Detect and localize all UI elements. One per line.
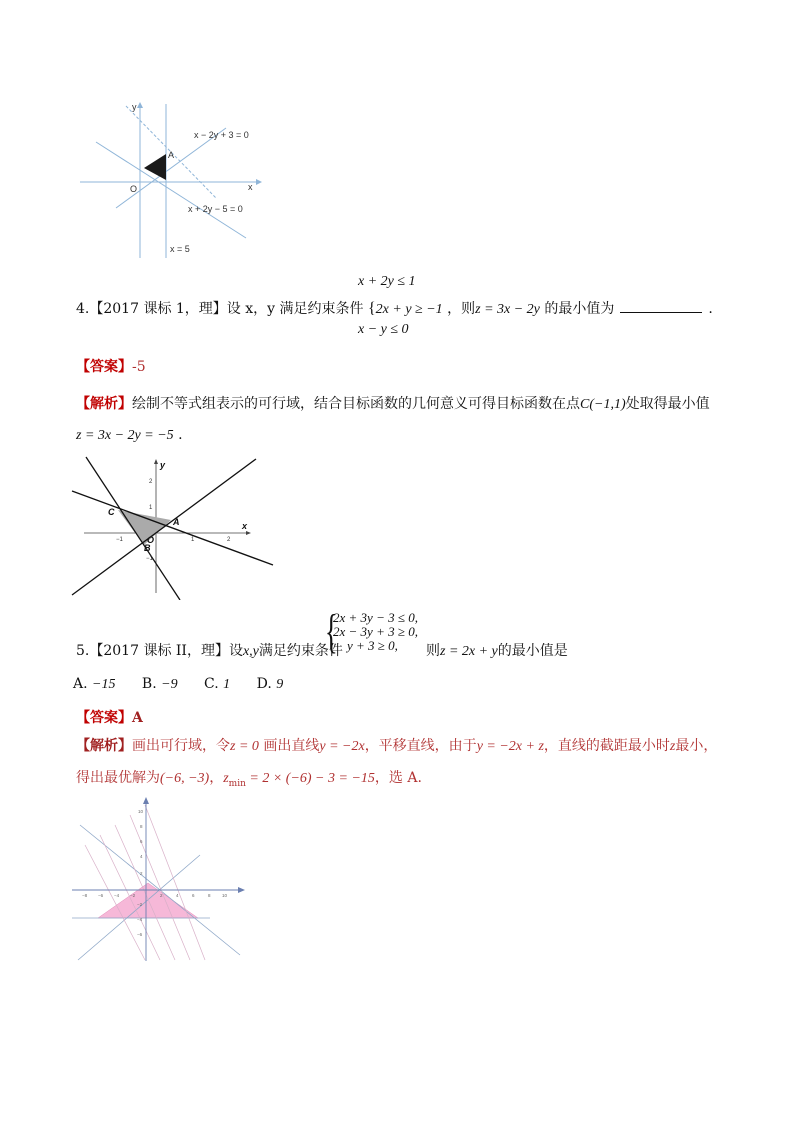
q4-period: . <box>708 301 713 317</box>
fig3-tick-x-8: 8 <box>208 893 211 898</box>
fig3-tick-x-n6: −6 <box>98 893 104 898</box>
q4-source: 【2017 课标 1，理】 <box>89 301 227 317</box>
q4-objective: z = 3x − 2y <box>475 302 540 317</box>
q4-analysis-label: 【解析】 <box>76 396 132 412</box>
q5-option-a[interactable]: A. −15 <box>73 676 116 692</box>
fig2-point-a: A <box>173 517 180 527</box>
fig2-point-o: O <box>147 535 155 545</box>
fig3-tick-x-n4: −4 <box>114 893 120 898</box>
q5-answer-label: 【答案】 <box>76 710 132 726</box>
q4-number: 4. <box>76 301 90 317</box>
q5-stem-left <box>76 640 343 660</box>
figure-1-feasible-region <box>76 98 276 263</box>
fig1-x-label: x <box>248 182 253 192</box>
fig3-tick-y-8: 8 <box>140 824 143 829</box>
q4-answer <box>76 356 146 376</box>
fig3-tick-x-2: 2 <box>160 893 163 898</box>
q5-analysis-line1: 【解析】画出可行域，令z = 0 画出直线y = −2x，平移直线，由于y = −2x + z，直线的截距最小时z最小， <box>76 738 718 754</box>
q4-constraint-3: x − y ≤ 0 <box>358 322 409 337</box>
q5-answer <box>76 707 143 727</box>
q5-answer-value: A <box>132 710 143 726</box>
q4-stem-mid: ，则 <box>447 301 476 317</box>
fig2-tick-y2: 2 <box>149 479 153 485</box>
q4-point: C(−1,1) <box>580 397 626 412</box>
fig2-tick-x2: 2 <box>227 537 231 543</box>
fig1-origin: O <box>130 184 138 194</box>
fig3-tick-x-6: 6 <box>192 893 195 898</box>
q5-stem-post: 的最小值是 <box>497 643 568 659</box>
fig3-tick-x-n8: −8 <box>82 893 88 898</box>
q4-answer-value: -5 <box>132 359 146 375</box>
q5-vars: x,y <box>242 644 259 659</box>
q5-number: 5. <box>76 643 90 659</box>
figure-3-feasible-region <box>70 795 250 963</box>
q5-then: 则 <box>426 643 440 659</box>
q5-source: 【2017 课标 II，理】 <box>89 643 229 659</box>
q5-stem-pre: 设 <box>228 643 243 659</box>
fig2-tick-y1: 1 <box>149 505 153 511</box>
q5-option-b[interactable]: B. −9 <box>141 676 178 692</box>
q5-stem-right <box>426 640 568 660</box>
q5-brace: { <box>325 605 338 658</box>
fig3-tick-y-4: 4 <box>140 854 143 859</box>
fig1-line3-label: x = 5 <box>170 244 190 254</box>
fig2-x-label: x <box>242 521 248 531</box>
q5-analysis-label: 【解析】 <box>76 738 132 754</box>
fig3-region <box>98 883 198 918</box>
q4-analysis-text: 绘制不等式组表示的可行域，结合目标函数的几何意义可得目标函数在点 <box>132 396 580 412</box>
q5-constraint-2: 2x − 3y + 3 ≥ 0, <box>333 624 418 639</box>
q4-analysis-tail: 处取得最小值 <box>625 396 710 412</box>
q4-stem-post: 的最小值为 <box>544 301 615 317</box>
fig1-line1-label: x − 2y + 3 = 0 <box>194 130 249 140</box>
q4-constraint-1: x + 2y ≤ 1 <box>358 274 416 289</box>
fig1-y-label: y <box>132 102 137 112</box>
q4-stem: 4.【2017 课标 1，理】设 x，y 满足约束条件 {2x + y ≥ −1 ，则z = 3x − 2y 的最小值为 . <box>76 300 713 317</box>
q4-analysis <box>76 393 710 413</box>
figure-2-feasible-region <box>70 455 275 600</box>
q5-stem-mid: 满足约束条件 <box>258 643 343 659</box>
fig3-tick-y-10: 10 <box>138 809 144 814</box>
q5-option-d[interactable]: D. 9 <box>256 676 284 692</box>
fig3-tick-x-10: 10 <box>222 893 228 898</box>
fig3-tick-y-n4: −4 <box>137 917 143 922</box>
fig2-y-label: y <box>160 460 166 470</box>
fig2-line-1 <box>86 457 180 600</box>
fig3-tick-y-n6: −6 <box>137 932 143 937</box>
q4-result-line <box>76 427 183 444</box>
fig3-level-3 <box>130 815 190 960</box>
q5-analysis-line2: 得出最优解为(−6, −3)，$z_{min} = 2 \times (-6) - 3 = -15$，选 A. <box>76 770 422 789</box>
q4-result: z = 3x − 2y = −5 <box>76 428 174 443</box>
q5-constraint-3: y + 3 ≥ 0, <box>347 638 398 653</box>
fig2-tick-xn1: −1 <box>116 537 123 543</box>
q4-constraint-2: 2x + y ≥ −1 <box>375 302 443 317</box>
fig2-point-c: C <box>108 507 115 517</box>
fig2-point-b: B <box>144 543 151 553</box>
fig3-tick-y-n2: −2 <box>137 902 143 907</box>
q5-constraints <box>333 611 418 653</box>
fig2-tick-x1: 1 <box>191 537 195 543</box>
q5-objective: z = 2x + y <box>440 644 498 659</box>
fig3-tick-y-6: 6 <box>140 839 143 844</box>
q4-answer-label: 【答案】 <box>76 359 132 375</box>
fig3-tick-y-2: 2 <box>140 871 143 876</box>
fig3-level-4 <box>145 805 205 960</box>
q5-constraint-1: 2x + 3y − 3 ≤ 0, <box>333 610 418 625</box>
q5-options <box>73 676 283 693</box>
q4-stem-pre: 设 x，y 满足约束条件 <box>226 301 364 317</box>
fig3-tick-x-n2: −2 <box>130 893 136 898</box>
fig3-tick-x-4: 4 <box>176 893 179 898</box>
q4-blank[interactable] <box>620 300 702 313</box>
fig3-level-2 <box>115 825 175 960</box>
fig2-tick-yn1: −1 <box>146 556 153 562</box>
fig1-point-a: A <box>168 150 175 160</box>
q5-option-c[interactable]: C. 1 <box>204 676 231 692</box>
q4-result-end: . <box>178 427 183 443</box>
fig1-line2-label: x + 2y − 5 = 0 <box>188 204 243 214</box>
